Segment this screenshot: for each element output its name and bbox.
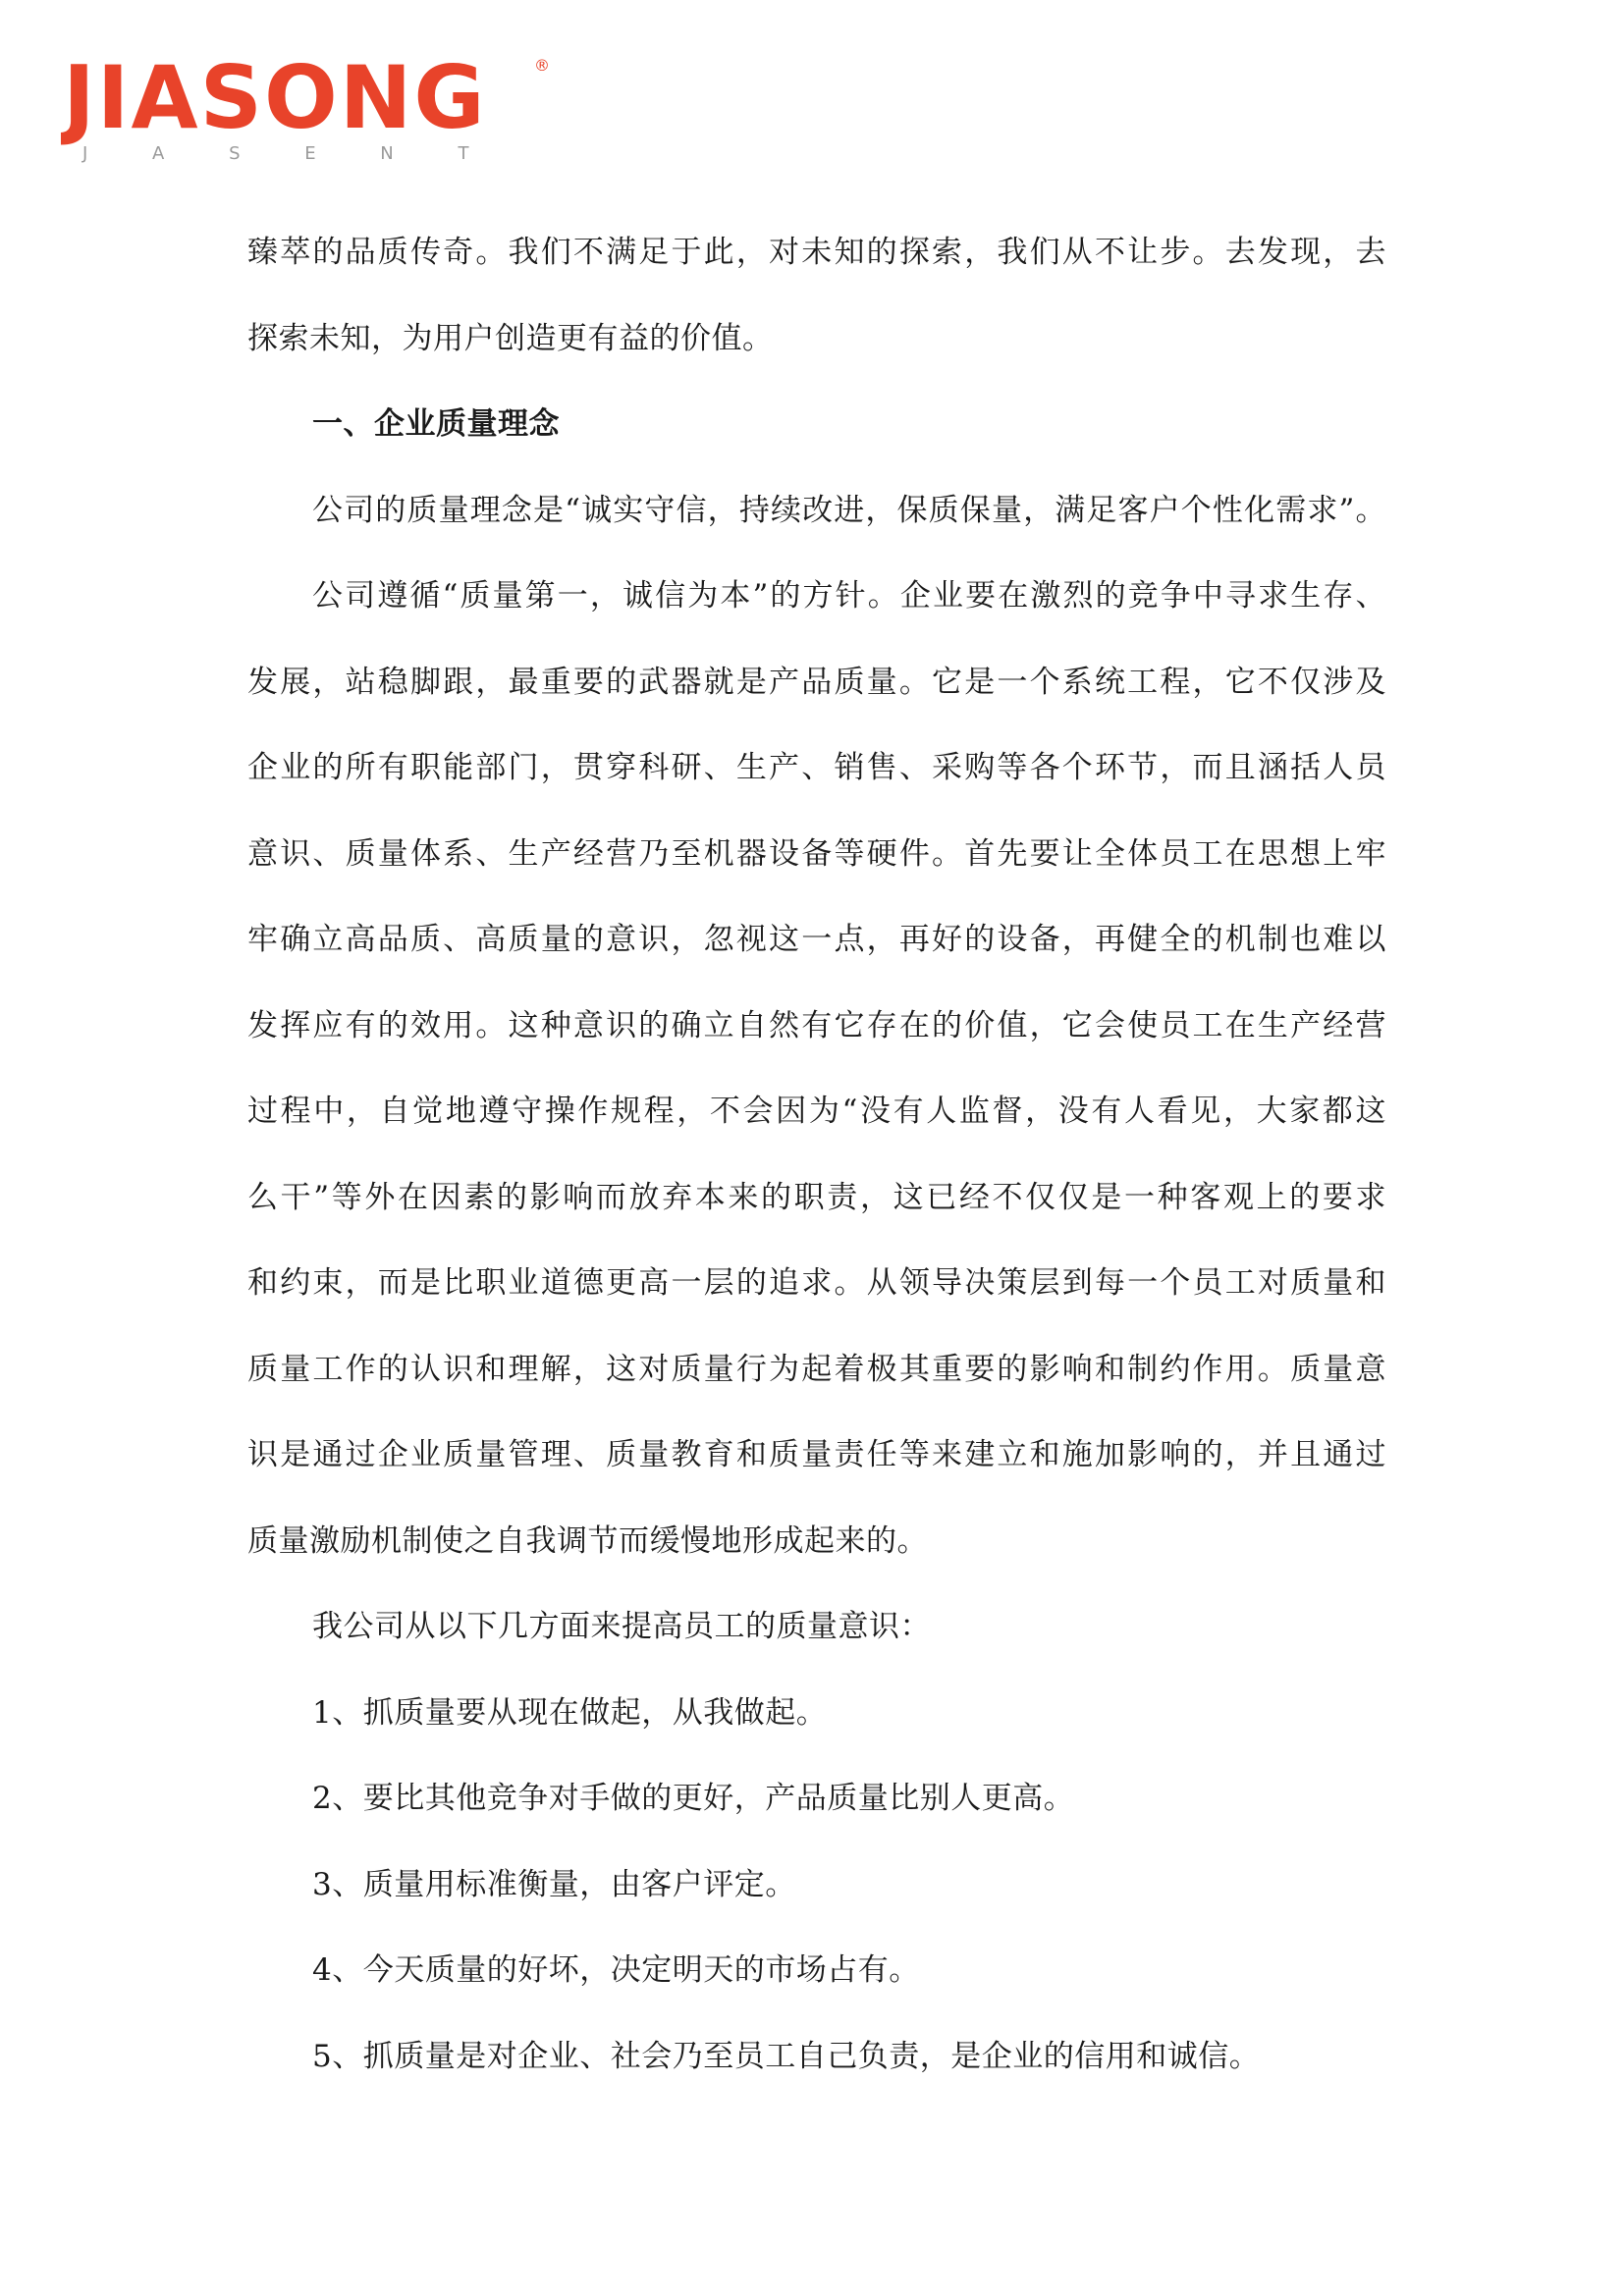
paragraph-line: 识是通过企业质量管理、质量教育和质量责任等来建立和施加影响的，并且通过	[247, 1437, 1386, 1472]
paragraph-line: 么干”等外在因素的影响而放弃本来的职责，这已经不仅仅是一种客观上的要求	[247, 1179, 1386, 1215]
paragraph-line: 过程中，自觉地遵守操作规程，不会因为“没有人监督，没有人看见，大家都这	[247, 1094, 1386, 1129]
company-logo	[61, 49, 571, 167]
paragraph-line: 意识、质量体系、生产经营乃至机器设备等硬件。首先要让全体员工在思想上牢	[247, 835, 1386, 872]
logo-brand: JIASONG	[63, 49, 487, 148]
paragraph-line: 发挥应有的效用。这种意识的确立自然有它存在的价值，它会使员工在生产经营	[247, 1007, 1386, 1043]
paragraph-line: 发展，站稳脚跟，最重要的武器就是产品质量。它是一个系统工程，它不仅涉及	[247, 664, 1386, 700]
paragraph-line: 探索未知，为用户创造更有益的价值。	[247, 320, 774, 356]
paragraph-line: 我公司从以下几方面来提高员工的质量意识：	[312, 1609, 931, 1644]
list-item: 2、要比其他竞争对手做的更好，产品质量比别人更高。	[312, 1781, 1075, 1816]
paragraph-line: 质量激励机制使之自我调节而缓慢地形成起来的。	[247, 1522, 928, 1559]
list-item: 3、质量用标准衡量，由客户评定。	[312, 1866, 796, 1902]
paragraph-line: 牢确立高品质、高质量的意识，忽视这一点，再好的设备，再健全的机制也难以	[247, 922, 1386, 957]
paragraph-line: 公司的质量理念是“诚实守信，持续改进，保质保量，满足客户个性化需求”。	[312, 492, 1386, 528]
list-item: 1、抓质量要从现在做起，从我做起。	[312, 1694, 828, 1731]
paragraph-line: 臻萃的品质传奇。我们不满足于此，对未知的探索，我们从不让步。去发现，去	[247, 235, 1386, 270]
paragraph-line: 公司遵循“质量第一，诚信为本”的方针。企业要在激烈的竞争中寻求生存、	[312, 578, 1386, 614]
section-heading: 一、企业质量理念	[312, 406, 560, 442]
list-item: 4、今天质量的好坏，决定明天的市场占有。	[312, 1952, 920, 1988]
paragraph-line: 企业的所有职能部门，贯穿科研、生产、销售、采购等各个环节，而且涵括人员	[247, 750, 1386, 785]
logo-sub: J A S E N T	[82, 143, 499, 164]
document-body	[247, 210, 1386, 2100]
list-item: 5、抓质量是对企业、社会乃至员工自己负责，是企业的信用和诚信。	[312, 2038, 1261, 2074]
logo-registered: ®	[534, 56, 550, 75]
paragraph-line: 质量工作的认识和理解，这对质量行为起着极其重要的影响和制约作用。质量意	[247, 1351, 1386, 1387]
jiasong-logo-icon	[61, 49, 571, 167]
paragraph-line: 和约束，而是比职业道德更高一层的追求。从领导决策层到每一个员工对质量和	[247, 1265, 1386, 1301]
